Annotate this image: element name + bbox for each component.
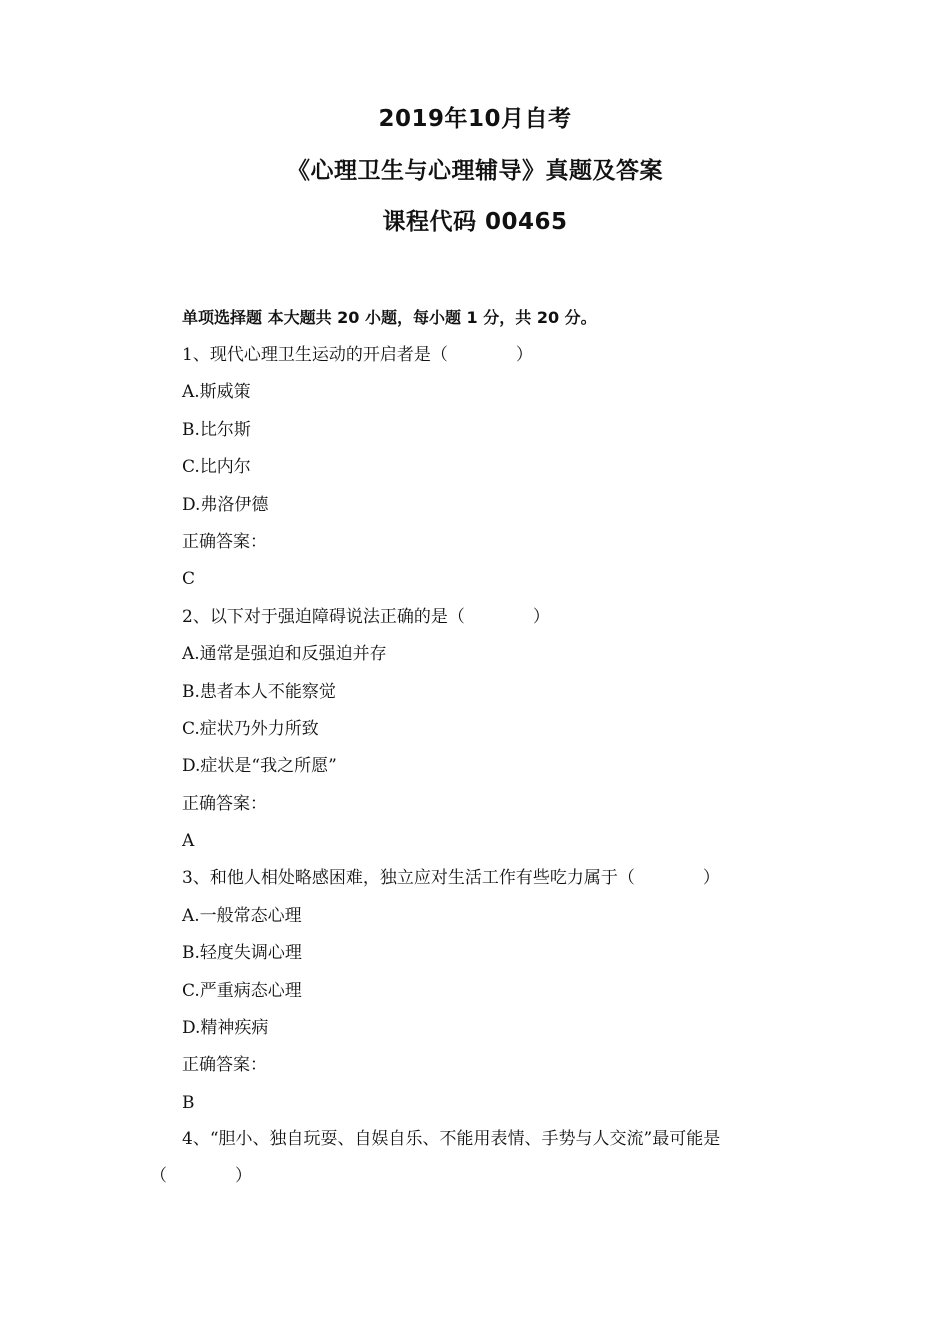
option-d: D.精神疾病 [182,1018,269,1039]
question-list [182,337,822,1122]
option-a: A.通常是强迫和反强迫并存 [182,644,387,665]
option-a: A.一般常态心理 [182,905,302,926]
option-d: D.弗洛伊德 [182,494,269,515]
question-stem: 3、和他人相处略感困难，独立应对生活工作有些吃力属于（ ） [182,868,720,889]
answer-label: 正确答案： [182,793,267,814]
title-course-code: 课程代码 00465 [382,209,568,235]
question-stem: 1、现代心理卫生运动的开启者是（ ） [182,345,533,365]
question-stem: 2、以下对于强迫障碍说法正确的是（ ） [182,606,550,627]
question-4-stem: 4、“胆小、独自玩耍、自娱自乐、不能用表情、手势与人交流”最可能是 [182,1129,721,1149]
title-subject: 《心理卫生与心理辅导》真题及答案 [287,158,663,184]
option-d: D.症状是“我之所愿” [182,756,337,777]
option-c: C.严重病态心理 [182,980,302,1001]
option-a: A.斯威策 [182,382,251,403]
answer-value: A [182,831,195,852]
answer-label: 正确答案： [182,1055,267,1076]
answer-value: C [182,569,196,590]
section-header: 单项选择题 本大题共 20 小题，每小题 1 分，共 20 分。 [182,308,597,327]
option-c: C.比内尔 [182,457,251,478]
option-b: B.患者本人不能察觉 [182,681,336,702]
option-b: B.比尔斯 [182,419,251,440]
title-year: 2019年10月自考 [378,106,572,132]
option-b: B.轻度失调心理 [182,943,302,964]
answer-value: B [182,1092,195,1113]
question-4-blank: （ ） [150,1166,252,1186]
answer-label: 正确答案： [182,531,267,552]
option-c: C.症状乃外力所致 [182,718,319,739]
